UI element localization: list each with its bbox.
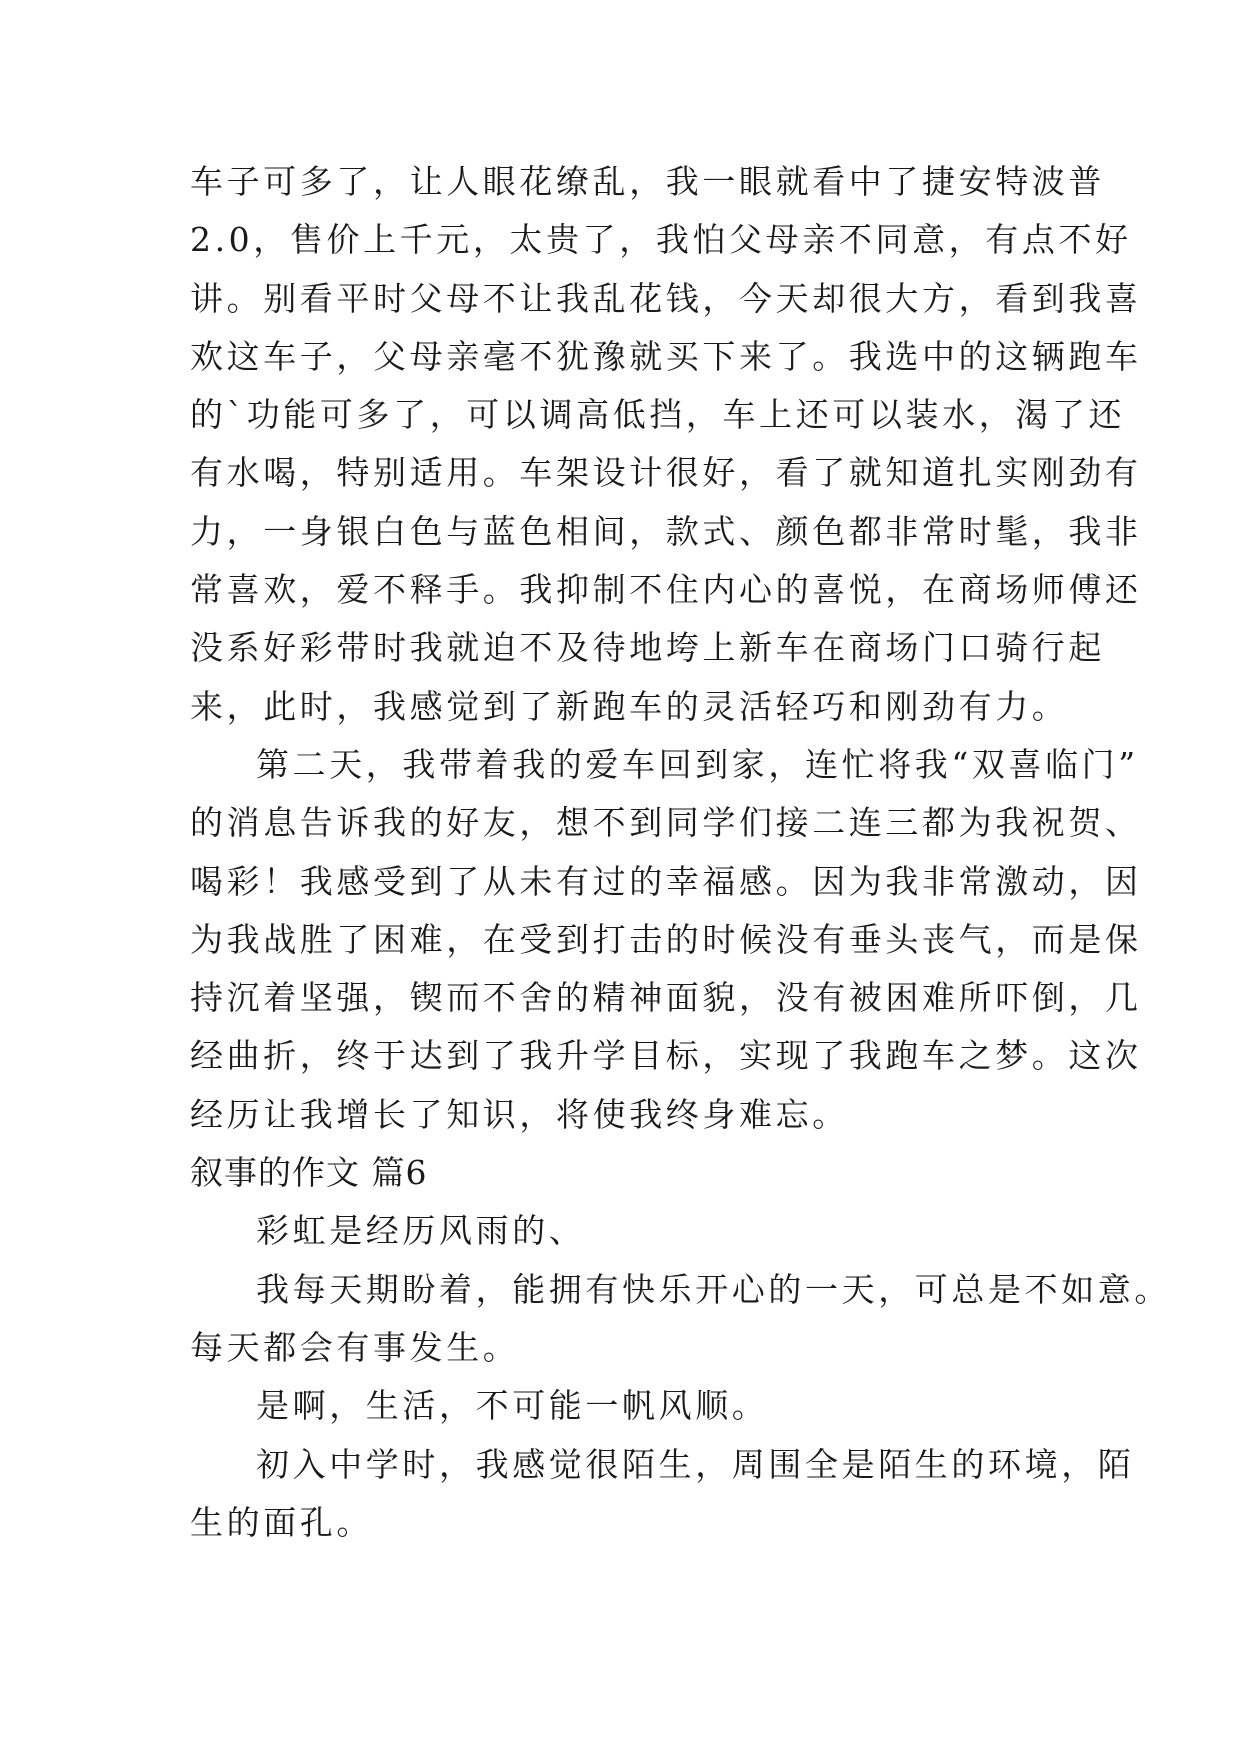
text-line: 常喜欢，爱不释手。我抑制不住内心的喜悦，在商场师傅还: [190, 570, 1142, 610]
text-line: 的`功能可多了，可以调高低挡，车上还可以装水，渴了还: [190, 395, 1126, 435]
text-line: 生的面孔。: [190, 1502, 373, 1542]
text-line: 持沉着坚强，锲而不舍的精神面貌，没有被困难所吓倒，几: [190, 978, 1142, 1018]
text-line: 没系好彩带时我就迫不及待地垮上新车在商场门口骑行起: [190, 628, 1105, 668]
paragraph-start-line: 初入中学时，我感觉很陌生，周围全是陌生的环境，陌: [256, 1444, 1135, 1484]
paragraph-start-line: 我每天期盼着，能拥有快乐开心的一天，可总是不如意。: [256, 1269, 1171, 1309]
text-line: 的消息告诉我的好友，想不到同学们接二连三都为我祝贺、: [190, 803, 1142, 843]
paragraph-start-line: 彩虹是经历风雨的、: [256, 1211, 586, 1251]
paragraph-start-line: 是啊，生活，不可能一帆风顺。: [256, 1386, 769, 1426]
text-line: 欢这车子，父母亲毫不犹豫就买下来了。我选中的这辆跑车: [190, 336, 1142, 376]
section-heading: 叙事的作文 篇6: [190, 1153, 428, 1193]
text-line: 每天都会有事发生。: [190, 1327, 520, 1367]
text-line: 经历让我增长了知识，将使我终身难忘。: [190, 1094, 849, 1134]
text-line: 车子可多了，让人眼花缭乱，我一眼就看中了捷安特波普: [190, 162, 1105, 201]
text-line: 力，一身银白色与蓝色相间，款式、颜色都非常时髦，我非: [190, 511, 1142, 551]
text-line: 2.0，售价上千元，太贵了，我怕父母亲不同意，有点不好: [190, 220, 1132, 260]
text-line: 讲。别看平时父母不让我乱花钱，今天却很大方，看到我喜: [190, 278, 1142, 318]
text-line: 喝彩！我感受到了从未有过的幸福感。因为我非常激动，因: [190, 861, 1142, 901]
document-body: [190, 153, 1171, 1552]
text-line: 来，此时，我感觉到了新跑车的灵活轻巧和刚劲有力。: [190, 686, 1069, 726]
text-line: 经曲折，终于达到了我升学目标，实现了我跑车之梦。这次: [190, 1036, 1142, 1076]
text-line: 有水喝，特别适用。车架设计很好，看了就知道扎实刚劲有: [190, 453, 1142, 493]
text-line: 为我战胜了困难，在受到打击的时候没有垂头丧气，而是保: [190, 919, 1142, 959]
paragraph-start-line: 第二天，我带着我的爱车回到家，连忙将我“双喜临门”: [256, 744, 1139, 784]
